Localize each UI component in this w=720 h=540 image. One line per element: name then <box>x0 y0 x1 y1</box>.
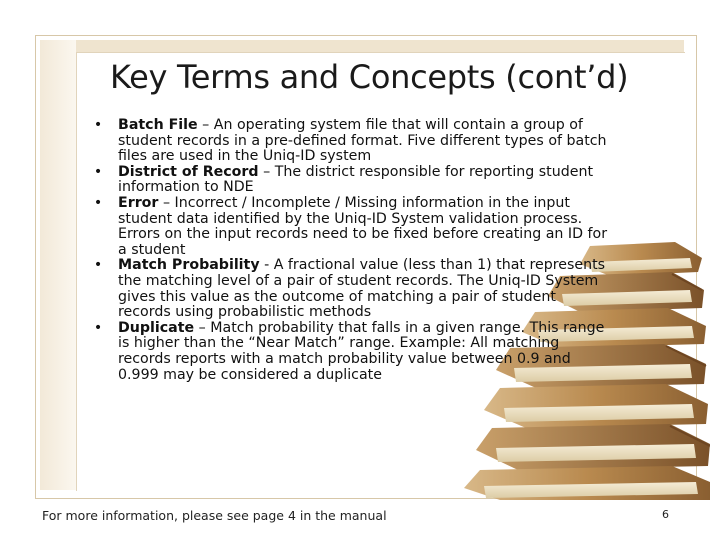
bullet: • <box>93 117 103 133</box>
bullet: • <box>93 319 103 336</box>
bullet: • <box>93 257 103 274</box>
term-item-duplicate <box>92 321 612 383</box>
term-name: Batch File <box>118 117 198 133</box>
slide-title: Key Terms and Concepts (cont’d) <box>110 58 629 96</box>
footer-note: For more information, please see page 4 in the manual <box>42 508 387 523</box>
term-definition: – Match probability that falls in a given range. This range is higher than the “Near Match” range. Example: All matching records reports with a match probability value between 0.9 and 0.999 may be considered a duplicate <box>118 319 605 383</box>
frame-left-band <box>40 40 76 490</box>
bullet: • <box>93 163 103 180</box>
term-definition: – Incorrect / Incomplete / Missing information in the input student data identified by the Uniq-ID System validation process. Errors on the input records need to be fixed before creating an ID for a student <box>118 194 608 258</box>
frame-top-band <box>40 40 684 52</box>
term-name: Match Probability <box>118 257 260 274</box>
bullet: • <box>93 194 103 211</box>
term-item-error <box>92 196 612 258</box>
term-item-district-of-record <box>92 165 612 196</box>
term-name: District of Record <box>118 163 259 180</box>
term-name: Duplicate <box>118 319 195 336</box>
term-item-batch-file <box>92 118 612 165</box>
term-definition: – An operating system file that will contain a group of student records in a pre-defined format. Five different types of batch files are used in the Uniq-ID system <box>118 117 607 165</box>
term-item-match-probability <box>92 258 612 320</box>
term-definition: - A fractional value (less than 1) that represents the matching level of a pair of student records. The Uniq-ID System gives this value as the outcome of matching a pair of student records using probabilistic methods <box>118 257 606 321</box>
page-number: 6 <box>662 508 669 521</box>
term-definition: – The district responsible for reporting student information to NDE <box>118 163 594 196</box>
key-terms-list <box>92 118 612 383</box>
term-name: Error <box>118 194 159 211</box>
